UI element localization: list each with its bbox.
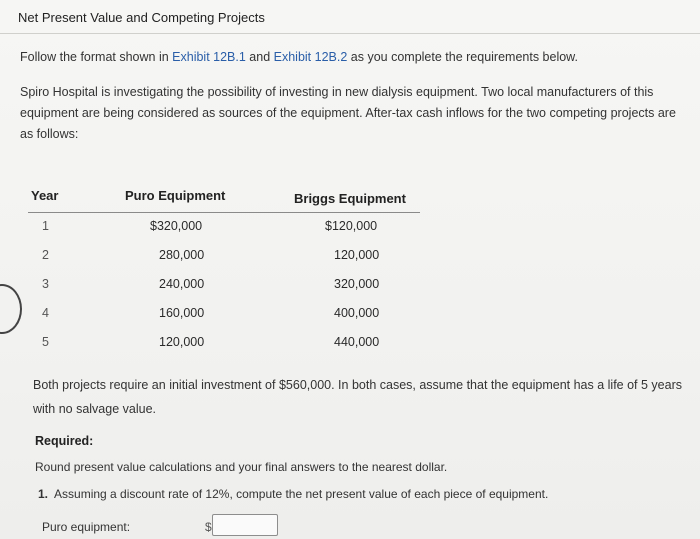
exhibit-link-2[interactable]: Exhibit 12B.2	[273, 50, 348, 64]
title-divider	[0, 33, 700, 34]
bracket-mark	[0, 284, 22, 334]
table-row	[28, 248, 420, 277]
table-row	[28, 277, 420, 306]
intro-paragraph: Spiro Hospital is investigating the possibility of investing in new dialysis equipment. Two local manufacturers of this equipment are being considered as sources of the equipment. After-tax cash inflows for the two competing projects are as follows:	[20, 85, 676, 141]
table-row	[28, 335, 420, 364]
puro-npv-input[interactable]	[212, 514, 278, 536]
puro-cell: 240,000	[159, 277, 205, 291]
year-cell: 3	[42, 277, 49, 291]
briggs-cell: 120,000	[334, 248, 380, 262]
currency-symbol: $	[205, 520, 212, 534]
briggs-cell: 440,000	[334, 335, 380, 349]
header-year: Year	[31, 188, 59, 203]
exhibit-link-1[interactable]: Exhibit 12B.1	[172, 50, 246, 64]
page-title: Net Present Value and Competing Projects	[18, 10, 265, 25]
briggs-cell: 400,000	[334, 306, 380, 320]
instructions-suffix: as you complete the requirements below.	[347, 50, 578, 64]
puro-cell: $320,000	[150, 219, 203, 233]
rounding-note: Round present value calculations and your final answers to the nearest dollar.	[35, 460, 448, 474]
year-cell: 4	[42, 306, 49, 320]
briggs-cell: 320,000	[334, 277, 380, 291]
instructions-and: and	[245, 50, 274, 64]
puro-cell: 280,000	[159, 248, 205, 262]
puro-cell: 120,000	[159, 335, 205, 349]
puro-answer-label: Puro equipment:	[42, 520, 131, 534]
requirement-text: Assuming a discount rate of 12%, compute the net present value of each piece of equipment.	[54, 487, 549, 501]
header-briggs: Briggs Equipment	[294, 191, 406, 206]
instructions-prefix: Follow the format shown in	[20, 50, 173, 64]
table-row	[28, 306, 420, 335]
requirement-1	[38, 487, 548, 501]
year-cell: 2	[42, 248, 49, 262]
investment-paragraph: Both projects require an initial investment of $560,000. In both cases, assume that the equipment has a life of 5 years with no salvage value.	[33, 378, 682, 416]
year-cell: 5	[42, 335, 49, 349]
briggs-cell: $120,000	[325, 219, 378, 233]
header-rule	[28, 212, 420, 213]
required-heading: Required:	[35, 434, 94, 448]
header-puro: Puro Equipment	[125, 188, 226, 203]
requirement-number: 1.	[38, 487, 49, 501]
instructions	[20, 50, 578, 64]
year-cell: 1	[42, 219, 49, 233]
puro-cell: 160,000	[159, 306, 205, 320]
table-row	[28, 219, 420, 248]
